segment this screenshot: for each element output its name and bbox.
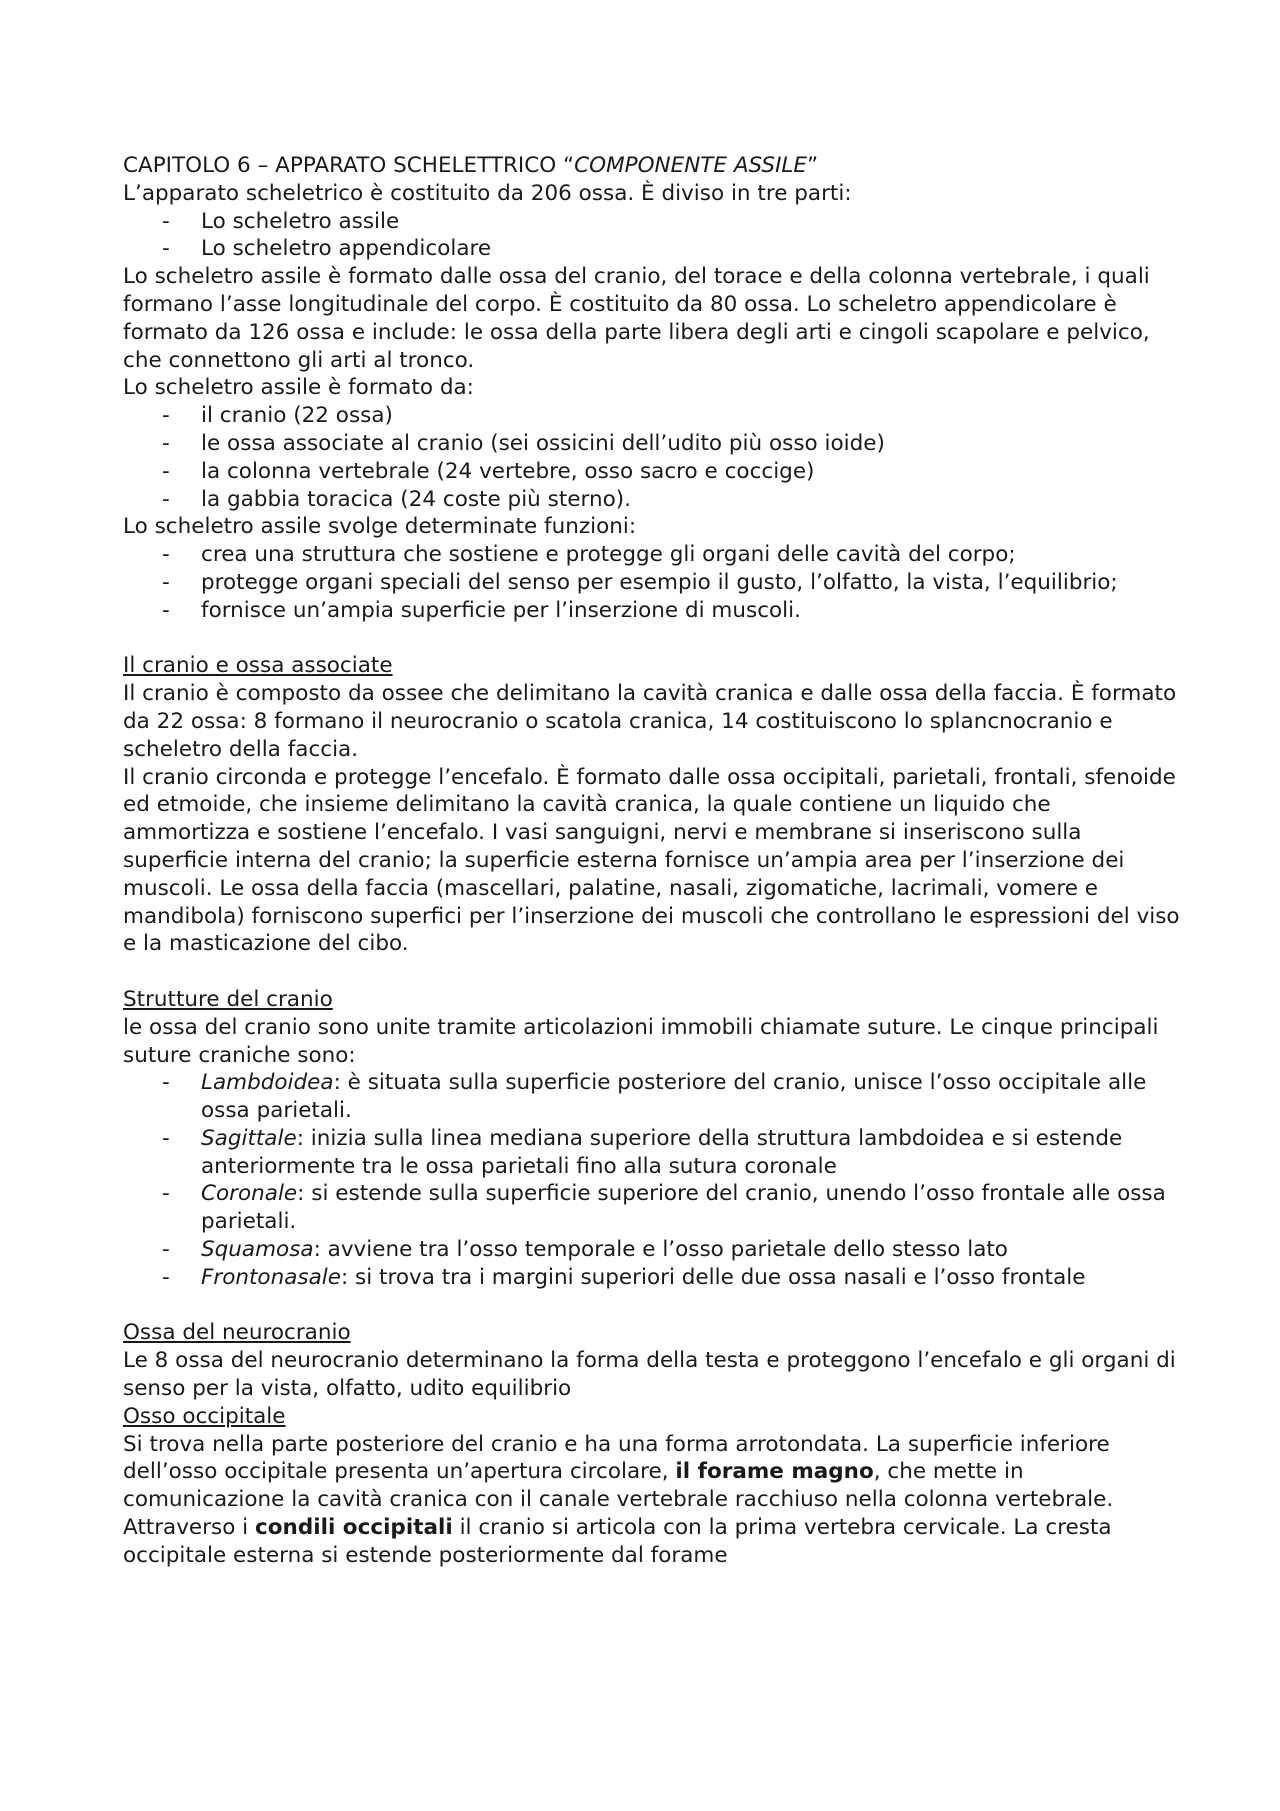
skeleton-parts-list — [123, 208, 1183, 264]
paragraph: Il cranio è composto da ossee che delimitano la cavità cranica e dalle ossa della faccia. È formato da 22 ossa: 8 formano il neurocranio o scatola cranica, 14 costituiscono lo splancnocranio e scheletro della faccia. — [123, 681, 1177, 762]
sutures-list — [123, 1069, 1183, 1291]
list-item: - Lo scheletro assile — [123, 208, 1183, 236]
list-item: - Lambdoidea: è situata sulla superficie posteriore del cranio, unisce l’osso occipitale alle ossa parietali. — [123, 1069, 1183, 1125]
list-item: - la colonna vertebrale (24 vertebre, osso sacro e coccige) — [123, 458, 1183, 486]
list-item: - Squamosa: avviene tra l’osso temporale e l’osso parietale dello stesso lato — [123, 1236, 1183, 1264]
paragraph: Lo scheletro assile è formato dalle ossa del cranio, del torace e della colonna vertebrale, i quali formano l’asse longitudinale del corpo. È costituito da 80 ossa. Lo scheletro appendicolare è formato da 126 ossa e include: le ossa della parte libera degli arti e cingoli scapolare e pelvico, che connettono gli arti al tronco. — [123, 264, 1150, 373]
functions-list — [123, 541, 1183, 624]
spacer — [123, 958, 1183, 986]
list-item: - Coronale: si estende sulla superficie superiore del cranio, unendo l’osso frontale alle ossa parietali. — [123, 1180, 1183, 1236]
spacer — [123, 625, 1183, 653]
paragraph: Lo scheletro assile è formato da: — [123, 375, 474, 401]
paragraph: le ossa del cranio sono unite tramite articolazioni immobili chiamate suture. Le cinque principali suture craniche sono: — [123, 1014, 1159, 1068]
paragraph: Il cranio circonda e protegge l’encefalo. È formato dalle ossa occipitali, parietali, frontali, sfenoide ed etmoide, che insieme delimitano la cavità cranica, la quale contiene un liquido che ammortizza e sostiene l’encefalo. I vasi sanguigni, nervi e membrane si inseriscono sulla superficie interna del cranio; la superficie esterna fornisce un’ampia area per l’inserzione dei muscoli. Le ossa della faccia (mascellari, palatine, nasali, zigomatiche, lacrimali, vomere e mandibola) forniscono superfici per l’inserzione dei muscoli che controllano le espressioni del viso e la masticazione del cibo. — [123, 764, 1180, 957]
section-heading-occipitale: Osso occipitale — [123, 1403, 286, 1429]
list-item: - Frontonasale: si trova tra i margini superiori delle due ossa nasali e l’osso frontale — [123, 1264, 1183, 1292]
list-item: - crea una struttura che sostiene e protegge gli organi delle cavità del corpo; — [123, 541, 1183, 569]
paragraph: Lo scheletro assile svolge determinate funzioni: — [123, 514, 637, 540]
document-page — [123, 152, 1183, 1570]
intro-paragraph: L’apparato scheletrico è costituito da 206 ossa. È diviso in tre parti: — [123, 180, 852, 206]
section-heading-cranio: Il cranio e ossa associate — [123, 653, 393, 679]
paragraph: Si trova nella parte posteriore del cranio e ha una forma arrotondata. La superficie inferiore dell’osso occipitale presenta un’apertura circolare, il forame magno, che mette in comunicazione la cavità cranica con il canale vertebrale racchiuso nella colonna vertebrale. Attraverso i condili occipitali il cranio si articola con la prima vertebra cervicale. La cresta occipitale esterna si estende posteriormente dal forame — [123, 1431, 1114, 1568]
list-item: - Sagittale: inizia sulla linea mediana superiore della struttura lambdoidea e si estende anteriormente tra le ossa parietali fino alla sutura coronale — [123, 1125, 1183, 1181]
list-item: - la gabbia toracica (24 coste più sterno). — [123, 486, 1183, 514]
list-item: - il cranio (22 ossa) — [123, 402, 1183, 430]
list-item: - le ossa associate al cranio (sei ossicini dell’udito più osso ioide) — [123, 430, 1183, 458]
spacer — [123, 1292, 1183, 1320]
list-item: - fornisce un’ampia superficie per l’inserzione di muscoli. — [123, 597, 1183, 625]
list-item: - Lo scheletro appendicolare — [123, 235, 1183, 263]
axial-skeleton-list — [123, 402, 1183, 513]
list-item: - protegge organi speciali del senso per esempio il gusto, l’olfatto, la vista, l’equilibrio; — [123, 569, 1183, 597]
section-heading-neurocranio: Ossa del neurocranio — [123, 1320, 351, 1346]
paragraph: Le 8 ossa del neurocranio determinano la forma della testa e proteggono l’encefalo e gli organi di senso per la vista, olfatto, udito equilibrio — [123, 1348, 1176, 1402]
chapter-title: CAPITOLO 6 – APPARATO SCHELETTRICO “COMPONENTE ASSILE” — [123, 153, 819, 178]
section-heading-strutture: Strutture del cranio — [123, 986, 333, 1012]
